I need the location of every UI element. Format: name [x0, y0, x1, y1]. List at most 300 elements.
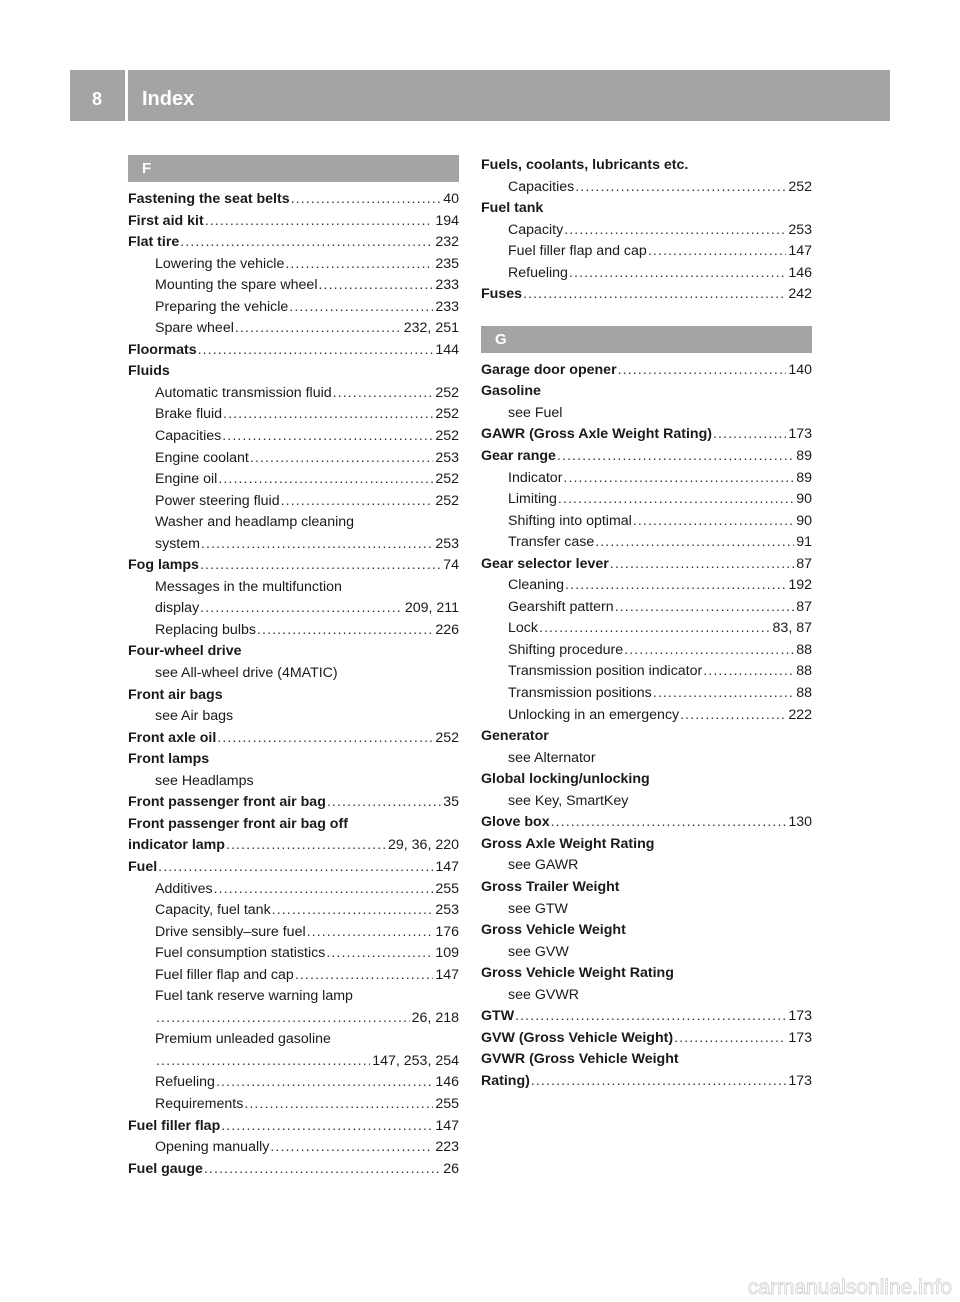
index-subentry — [128, 1094, 459, 1116]
page-reference: 253 — [435, 902, 459, 919]
dot-leader — [550, 812, 787, 834]
entry-label: Gear selector lever — [481, 555, 609, 572]
dot-leader — [326, 792, 441, 814]
page-reference: 88 — [796, 641, 812, 658]
index-subentry — [128, 663, 459, 685]
index-subentry — [128, 426, 459, 448]
dot-leader — [332, 383, 434, 405]
entry-label: Fluids — [128, 363, 170, 380]
dot-leader — [574, 177, 786, 199]
entry-label: Rating) — [481, 1072, 530, 1089]
page-reference: 87 — [796, 555, 812, 572]
page-reference: 235 — [435, 255, 459, 272]
dot-leader — [269, 1137, 433, 1159]
entry-label: GVWR (Gross Vehicle Weight — [481, 1051, 679, 1068]
dot-leader — [199, 598, 403, 620]
entry-label: Front air bags — [128, 686, 223, 703]
entry-label: see Key, SmartKey — [508, 792, 629, 809]
index-entry — [481, 963, 812, 985]
entry-label: Fuel — [128, 858, 158, 875]
page-header — [70, 70, 890, 121]
page-reference: 252 — [435, 729, 459, 746]
dot-leader — [243, 1094, 433, 1116]
index-entry — [128, 361, 459, 383]
page-reference: 90 — [796, 512, 812, 529]
page-reference: 209, 211 — [404, 600, 459, 617]
entry-label: Cleaning — [508, 577, 565, 594]
index-subentry — [128, 1051, 459, 1073]
dot-leader — [249, 448, 433, 470]
dot-leader — [538, 618, 771, 640]
dot-leader — [294, 965, 434, 987]
entry-label: Mounting the spare wheel — [155, 277, 318, 294]
index-subentry — [481, 177, 812, 199]
entry-label: Gross Axle Weight Rating — [481, 835, 655, 852]
index-subentry — [481, 942, 812, 964]
entry-label: see Alternator — [508, 749, 596, 766]
page-reference: 130 — [788, 814, 812, 831]
index-entries-f — [128, 189, 459, 1180]
page-reference: 26 — [443, 1160, 459, 1177]
dot-leader — [514, 1006, 786, 1028]
index-subentry — [481, 640, 812, 662]
entry-label: Transmission positions — [508, 685, 652, 702]
dot-leader — [673, 1028, 786, 1050]
index-subentry — [128, 1029, 459, 1051]
dot-leader — [614, 597, 795, 619]
index-entry — [481, 920, 812, 942]
entry-label: Gear range — [481, 448, 556, 465]
index-subentry — [481, 468, 812, 490]
entry-label: Drive sensibly–sure fuel — [155, 923, 306, 940]
watermark-text: carmanualsonline.info — [747, 1276, 952, 1299]
entry-label: Glove box — [481, 814, 550, 831]
page-reference: 253 — [435, 535, 459, 552]
entry-label: Requirements — [155, 1095, 244, 1112]
entry-label: Garage door opener — [481, 361, 617, 378]
index-entry — [481, 284, 812, 306]
entry-label: Engine coolant — [155, 449, 249, 466]
dot-leader — [288, 297, 433, 319]
page-reference: 252 — [435, 428, 459, 445]
entry-label: Power steering fluid — [155, 492, 280, 509]
page-reference: 255 — [435, 1095, 459, 1112]
dot-leader — [557, 489, 794, 511]
index-subentry — [128, 598, 459, 620]
index-subentry — [128, 1137, 459, 1159]
dot-leader — [556, 446, 794, 468]
dot-leader — [317, 275, 433, 297]
index-subentry — [481, 220, 812, 242]
page-reference: 232, 251 — [403, 320, 459, 337]
section-header-g: G — [481, 326, 812, 353]
index-subentry — [128, 1008, 459, 1030]
entry-label: display — [155, 600, 200, 617]
section-header-f: F — [128, 155, 459, 182]
index-entries-g — [481, 360, 812, 1093]
entry-label: see GVWR — [508, 986, 579, 1003]
index-entry — [481, 198, 812, 220]
entry-label: Fastening the seat belts — [128, 191, 290, 207]
dot-leader — [157, 857, 433, 879]
dot-leader — [222, 404, 433, 426]
index-entry — [481, 1028, 812, 1050]
page-reference: 91 — [796, 534, 812, 551]
dot-leader — [199, 555, 441, 577]
index-subentry — [128, 986, 459, 1008]
index-entry — [128, 814, 459, 836]
index-subentry — [481, 241, 812, 263]
page-reference: 223 — [435, 1139, 459, 1156]
page-reference: 144 — [435, 341, 459, 358]
page-reference: 233 — [435, 277, 459, 294]
index-subentry — [481, 855, 812, 877]
entry-label: Additives — [155, 880, 213, 897]
index-subentry — [481, 511, 812, 533]
page-reference: 26, 218 — [411, 1009, 459, 1026]
entry-label: Global locking/unlocking — [481, 771, 650, 788]
entry-label: Fuel filler flap and cap — [155, 966, 294, 983]
index-subentry — [128, 771, 459, 793]
entry-label: Fog lamps — [128, 557, 199, 574]
page-reference: 89 — [796, 469, 812, 486]
index-entry — [128, 749, 459, 771]
page-reference: 252 — [435, 471, 459, 488]
entry-label: Fuels, coolants, lubricants etc. — [481, 157, 689, 173]
index-subentry — [128, 900, 459, 922]
entry-label: Refueling — [508, 264, 568, 281]
entry-label: Indicator — [508, 469, 563, 486]
dot-leader — [647, 241, 787, 263]
page-reference: 35 — [443, 794, 459, 811]
page-reference: 146 — [788, 264, 812, 281]
dot-leader — [256, 620, 433, 642]
index-subentry — [481, 532, 812, 554]
index-entries-f-continued — [481, 155, 812, 306]
entry-label: Shifting procedure — [508, 641, 624, 658]
index-subentry — [128, 943, 459, 965]
entry-label: Replacing bulbs — [155, 621, 256, 638]
page-reference: 88 — [796, 685, 812, 702]
dot-leader — [155, 1008, 410, 1030]
entry-label: Lowering the vehicle — [155, 255, 285, 272]
index-entry — [481, 769, 812, 791]
index-entry — [481, 424, 812, 446]
page-reference: 88 — [796, 663, 812, 680]
page-reference: 147 — [788, 243, 812, 260]
page-reference: 242 — [788, 286, 812, 303]
page-reference: 173 — [788, 1008, 812, 1025]
index-subentry — [128, 383, 459, 405]
page-reference: 173 — [788, 1029, 812, 1046]
index-subentry — [481, 661, 812, 683]
dot-leader — [522, 284, 786, 306]
index-subentry — [481, 748, 812, 770]
section-spacer — [481, 306, 812, 326]
dot-leader — [617, 360, 787, 382]
index-subentry — [128, 404, 459, 426]
index-subentry — [481, 489, 812, 511]
index-subentry — [481, 899, 812, 921]
index-entry — [128, 1116, 459, 1138]
entry-label: Preparing the vehicle — [155, 298, 289, 315]
page-reference: 90 — [796, 491, 812, 508]
index-entry — [128, 792, 459, 814]
entry-label: Front passenger front air bag off — [128, 815, 348, 832]
page-reference: 232 — [435, 234, 459, 251]
entry-label: see GVW — [508, 943, 569, 960]
index-entry — [481, 834, 812, 856]
index-subentry — [128, 879, 459, 901]
dot-leader — [702, 661, 794, 683]
dot-leader — [568, 263, 786, 285]
index-entry — [128, 835, 459, 857]
index-column-right — [481, 155, 812, 1092]
page-reference: 29, 36, 220 — [388, 837, 459, 854]
entry-label: Front passenger front air bag — [128, 794, 326, 811]
entry-label: Flat tire — [128, 234, 180, 251]
page-reference: 226 — [435, 621, 459, 638]
index-entry — [128, 641, 459, 663]
page-reference: 89 — [796, 448, 812, 465]
entry-label: Brake fluid — [155, 406, 223, 423]
dot-leader — [564, 575, 786, 597]
index-subentry — [128, 1072, 459, 1094]
entry-label: Fuses — [481, 286, 523, 303]
index-entry — [128, 1159, 459, 1181]
page-reference: 252 — [788, 178, 812, 195]
dot-leader — [225, 835, 386, 857]
index-entry — [481, 877, 812, 899]
index-subentry — [128, 965, 459, 987]
index-column-left — [128, 155, 459, 1180]
index-subentry — [128, 491, 459, 513]
entry-label: see GAWR — [508, 857, 579, 874]
page-reference: 176 — [435, 923, 459, 940]
entry-label: indicator lamp — [128, 837, 225, 854]
entry-label: Fuel tank — [481, 200, 544, 217]
entry-label: First aid kit — [128, 212, 204, 229]
entry-label: Spare wheel — [155, 320, 234, 337]
entry-label: Fuel consumption statistics — [155, 945, 326, 962]
index-subentry — [481, 618, 812, 640]
index-entry — [481, 1071, 812, 1093]
dot-leader — [216, 728, 433, 750]
index-entry — [128, 857, 459, 879]
index-entry — [128, 189, 459, 211]
index-subentry — [481, 683, 812, 705]
index-subentry — [128, 448, 459, 470]
dot-leader — [609, 554, 794, 576]
entry-label: Gross Trailer Weight — [481, 878, 620, 895]
entry-label: system — [155, 535, 200, 552]
index-subentry — [481, 985, 812, 1007]
page-reference: 147 — [435, 858, 459, 875]
index-entry — [481, 446, 812, 468]
dot-leader — [197, 340, 434, 362]
page-reference: 252 — [435, 406, 459, 423]
entry-label: Unlocking in an emergency — [508, 706, 680, 723]
dot-leader — [652, 683, 794, 705]
entry-label: Automatic transmission fluid — [155, 384, 332, 401]
page-reference: 109 — [435, 945, 459, 962]
index-subentry — [481, 791, 812, 813]
entry-label: Front axle oil — [128, 729, 217, 746]
dot-leader — [179, 232, 433, 254]
index-subentry — [128, 620, 459, 642]
page-number: 8 — [91, 89, 102, 109]
page-reference: 255 — [435, 880, 459, 897]
index-entry — [128, 685, 459, 707]
header-divider — [125, 70, 128, 121]
entry-label: Gasoline — [481, 383, 541, 400]
index-subentry — [128, 922, 459, 944]
entry-label: Shifting into optimal — [508, 512, 632, 529]
entry-label: GTW — [481, 1008, 515, 1025]
entry-label: Premium unleaded gasoline — [155, 1031, 331, 1048]
page-reference: 194 — [435, 212, 459, 229]
entry-label: Gearshift pattern — [508, 598, 614, 615]
entry-label: Capacity, fuel tank — [155, 902, 271, 919]
index-entry — [481, 381, 812, 403]
page-reference: 252 — [435, 492, 459, 509]
dot-leader — [234, 318, 402, 340]
entry-label: see Headlamps — [155, 772, 254, 789]
entry-label: Capacities — [508, 178, 575, 195]
index-entry — [481, 360, 812, 382]
page-reference: 173 — [788, 1072, 812, 1089]
dot-leader — [221, 426, 433, 448]
index-subentry — [128, 577, 459, 599]
index-entry — [128, 211, 459, 233]
dot-leader — [530, 1071, 786, 1093]
entry-label: Transfer case — [508, 534, 595, 551]
page-reference: 147 — [435, 1117, 459, 1134]
page-reference: 192 — [788, 577, 812, 594]
entry-label: Gross Vehicle Weight Rating — [481, 965, 674, 982]
entry-label: Fuel filler flap — [128, 1117, 221, 1134]
index-entry — [481, 726, 812, 748]
index-subentry — [128, 254, 459, 276]
dot-leader — [290, 189, 442, 211]
index-subentry — [128, 534, 459, 556]
entry-label: Limiting — [508, 491, 557, 508]
dot-leader — [632, 511, 794, 533]
page-reference: 252 — [435, 384, 459, 401]
entry-label: Opening manually — [155, 1139, 270, 1156]
dot-leader — [200, 534, 433, 556]
entry-label: Fuel tank reserve warning lamp — [155, 988, 353, 1005]
index-subentry — [128, 275, 459, 297]
entry-label: Messages in the multifunction — [155, 578, 342, 595]
page-reference: 83, 87 — [772, 620, 812, 637]
dot-leader — [562, 468, 794, 490]
page-reference: 74 — [443, 557, 459, 574]
entry-label: Front lamps — [128, 751, 210, 768]
index-entry — [481, 1049, 812, 1071]
index-subentry — [128, 297, 459, 319]
dot-leader — [204, 211, 434, 233]
entry-label: GAWR (Gross Axle Weight Rating) — [481, 426, 712, 443]
entry-label: Fuel gauge — [128, 1160, 203, 1177]
index-subentry — [128, 706, 459, 728]
entry-label: Fuel filler flap and cap — [508, 243, 647, 260]
page-reference: 253 — [788, 221, 812, 238]
entry-label: Refueling — [155, 1074, 215, 1091]
index-subentry — [128, 318, 459, 340]
entry-label: see Air bags — [155, 708, 234, 725]
dot-leader — [271, 900, 434, 922]
dot-leader — [594, 532, 794, 554]
page-reference: 222 — [788, 706, 812, 723]
dot-leader — [220, 1116, 433, 1138]
entry-label: Lock — [508, 620, 538, 637]
dot-leader — [213, 879, 434, 901]
entry-label: Four-wheel drive — [128, 643, 242, 660]
index-entry — [481, 155, 812, 177]
entry-label: Transmission position indicator — [508, 663, 703, 680]
dot-leader — [217, 469, 433, 491]
index-entry — [481, 1006, 812, 1028]
dot-leader — [712, 424, 786, 446]
entry-label: see All-wheel drive (4MATIC) — [155, 665, 338, 682]
page-reference: 147, 253, 254 — [372, 1052, 459, 1069]
dot-leader — [215, 1072, 433, 1094]
entry-label: Generator — [481, 728, 549, 745]
index-subentry — [481, 705, 812, 727]
entry-label: GVW (Gross Vehicle Weight) — [481, 1029, 674, 1046]
dot-leader — [280, 491, 434, 513]
entry-label: see Fuel — [508, 404, 563, 421]
page-title: Index — [142, 88, 195, 110]
dot-leader — [155, 1051, 370, 1073]
entry-label: see GTW — [508, 900, 568, 917]
index-entry — [128, 340, 459, 362]
index-subentry — [128, 469, 459, 491]
index-entry — [128, 232, 459, 254]
dot-leader — [679, 705, 786, 727]
page-reference: 146 — [435, 1074, 459, 1091]
page-reference: 233 — [435, 298, 459, 315]
index-subentry — [481, 403, 812, 425]
page-reference: 253 — [435, 449, 459, 466]
index-entry — [481, 812, 812, 834]
entry-label: Floormats — [128, 341, 197, 358]
page-reference: 147 — [435, 966, 459, 983]
index-subentry — [481, 575, 812, 597]
page-reference: 87 — [796, 598, 812, 615]
index-subentry — [481, 597, 812, 619]
dot-leader — [203, 1159, 441, 1181]
entry-label: Capacities — [155, 428, 222, 445]
dot-leader — [284, 254, 433, 276]
page-reference: 40 — [443, 191, 459, 207]
index-entry — [481, 554, 812, 576]
page-reference: 173 — [788, 426, 812, 443]
page-reference: 140 — [788, 361, 812, 378]
index-entry — [128, 555, 459, 577]
entry-label: Capacity — [508, 221, 564, 238]
dot-leader — [325, 943, 433, 965]
entry-label: Gross Vehicle Weight — [481, 922, 626, 939]
index-subentry — [481, 263, 812, 285]
entry-label: Engine oil — [155, 471, 218, 488]
index-subentry — [128, 512, 459, 534]
index-entry — [128, 728, 459, 750]
dot-leader — [306, 922, 434, 944]
dot-leader — [623, 640, 794, 662]
dot-leader — [563, 220, 786, 242]
